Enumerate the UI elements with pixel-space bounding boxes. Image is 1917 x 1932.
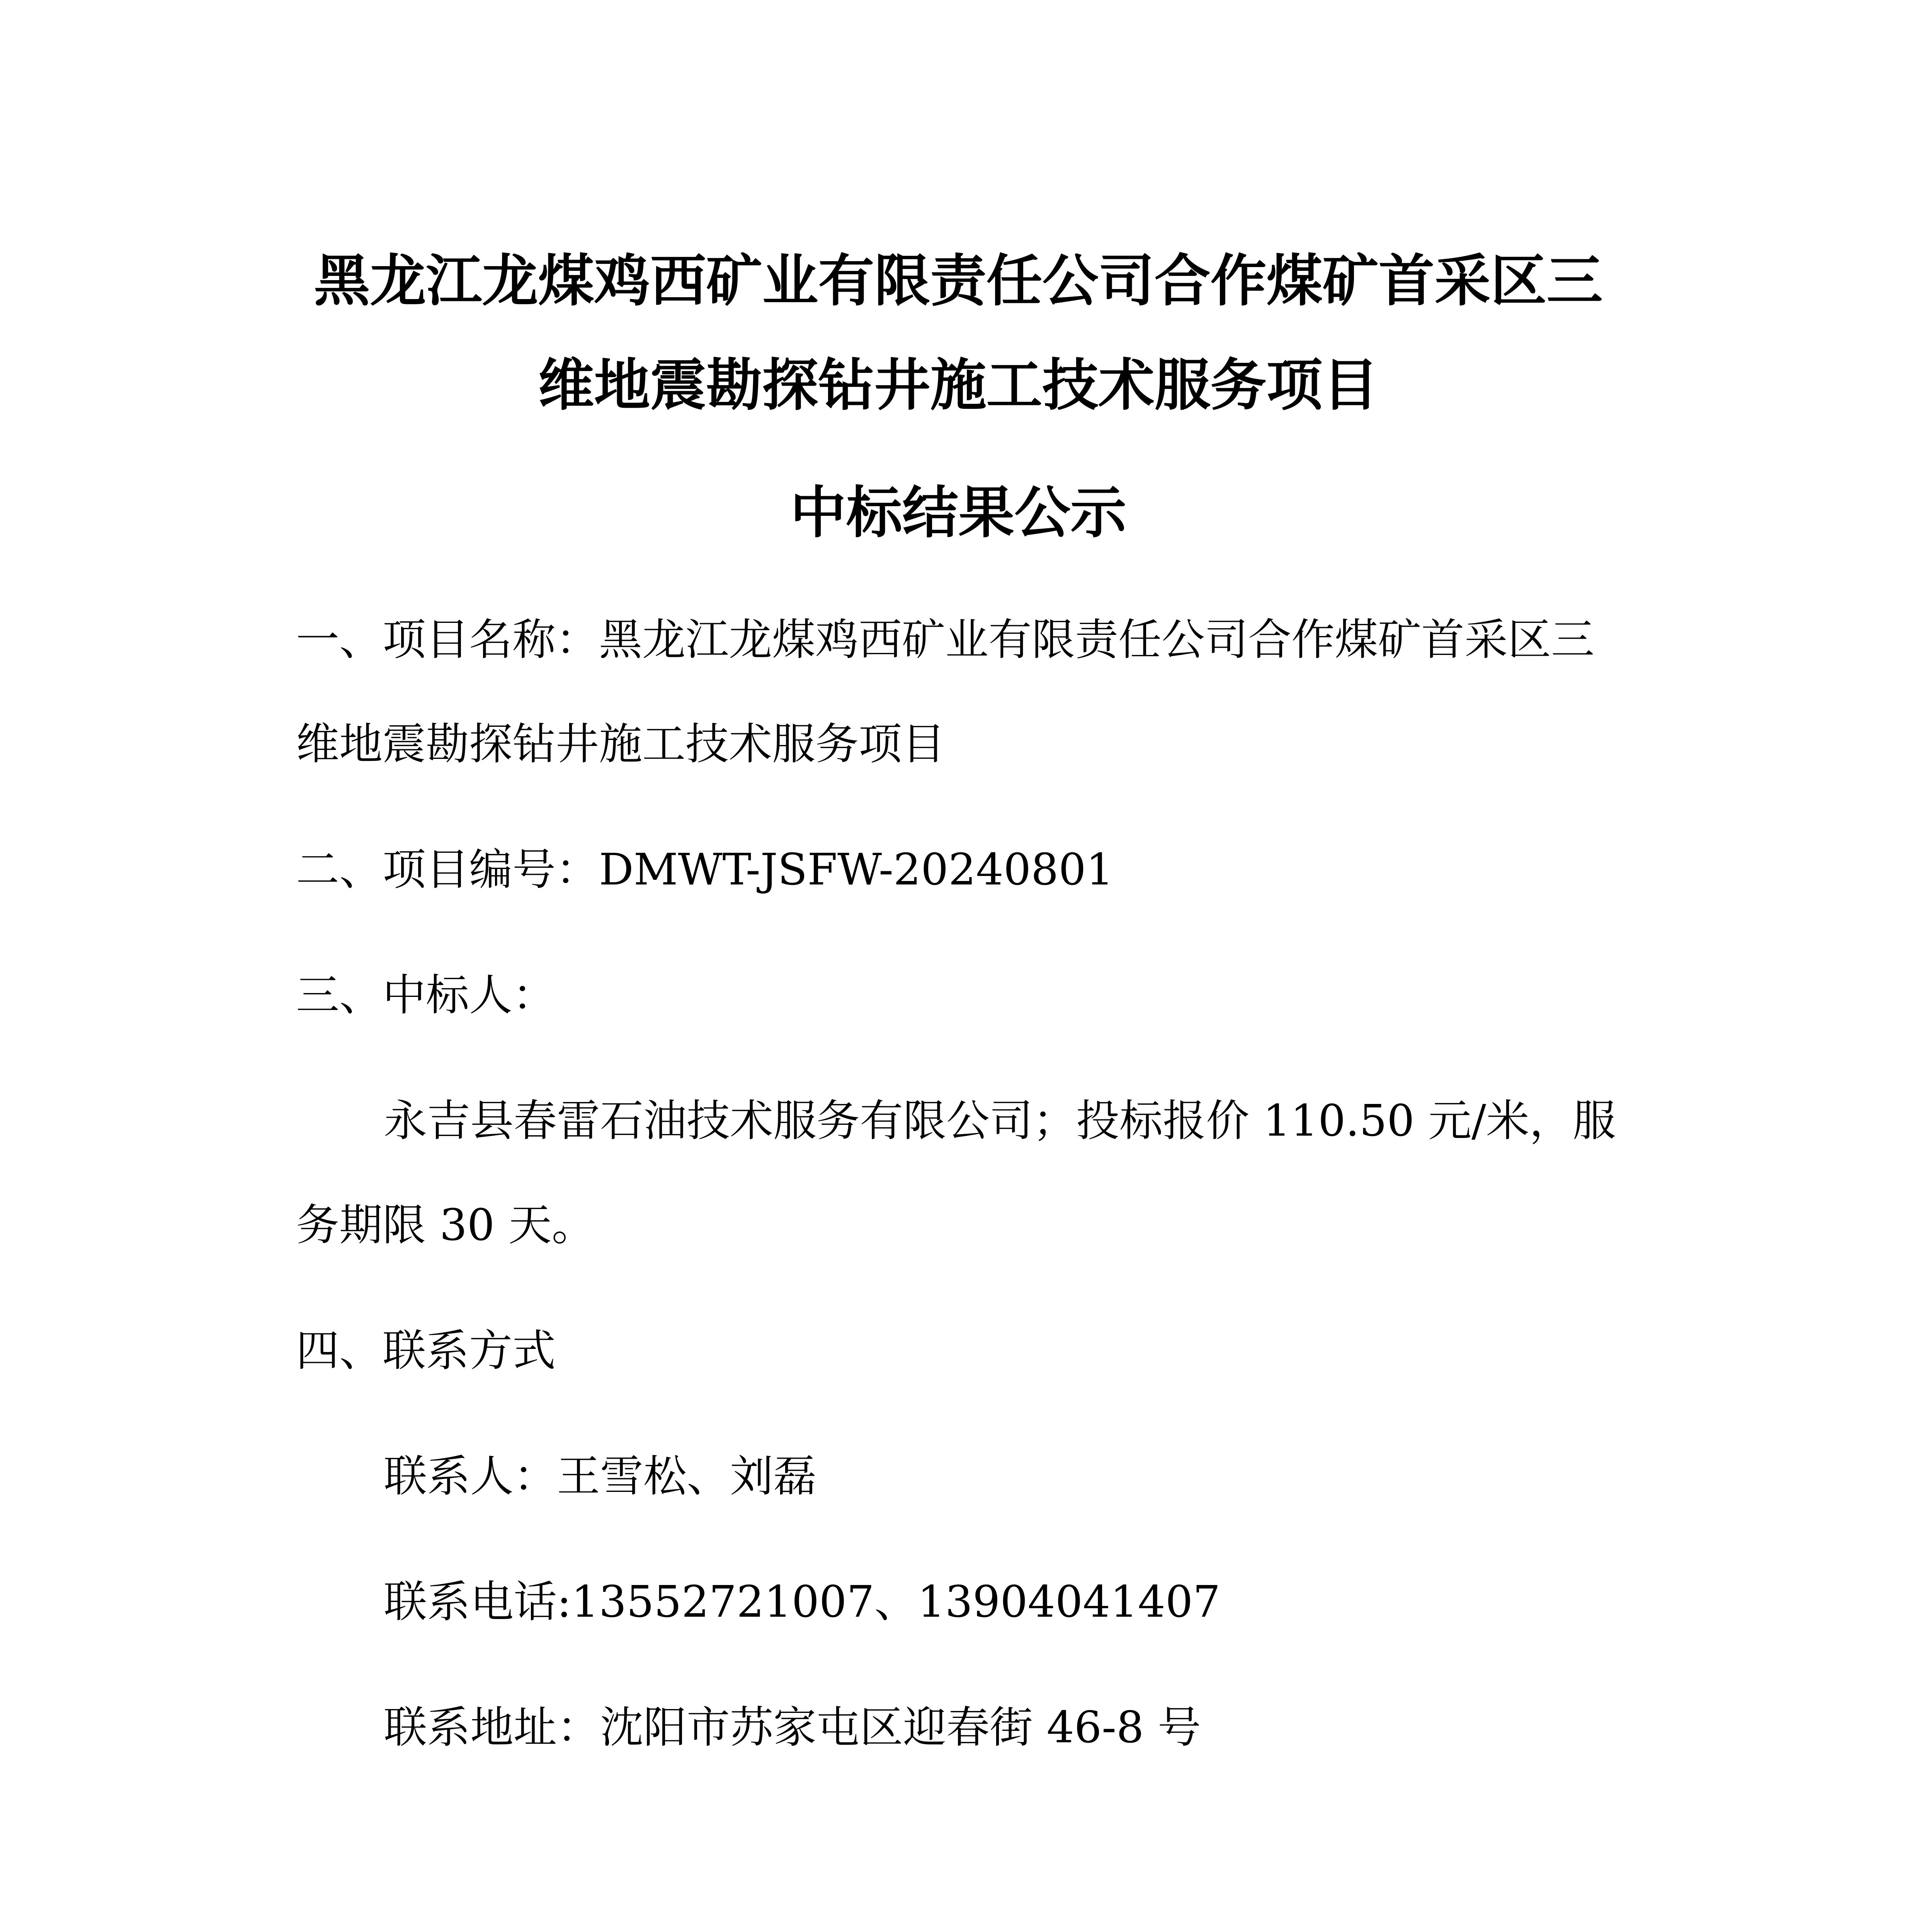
- section-project-name-line-2: 维地震勘探钻井施工技术服务项目: [296, 719, 945, 769]
- title-line-1: 黑龙江龙煤鸡西矿业有限责任公司合作煤矿首采区三: [314, 248, 1603, 314]
- winner-line-2: 务期限 30 天。: [296, 1200, 595, 1250]
- section-project-name-line-1: 一、项目名称：黑龙江龙煤鸡西矿业有限责任公司合作煤矿首采区三: [296, 615, 1594, 665]
- section-project-number: 二、项目编号：DMWT-JSFW-20240801: [296, 845, 1114, 895]
- title-line-2: 维地震勘探钻井施工技术服务项目: [538, 353, 1379, 418]
- contact-person: 联系人：王雪松、刘磊: [384, 1451, 816, 1502]
- subtitle: 中标结果公示: [790, 480, 1126, 546]
- section-winner-heading: 三、中标人：: [296, 970, 556, 1020]
- winner-line-1: 永吉县春雷石油技术服务有限公司；投标报价 110.50 元/米，服: [384, 1096, 1616, 1146]
- contact-phone: 联系电话:13552721007、13904041407: [384, 1577, 1221, 1627]
- section-contact-heading: 四、联系方式: [296, 1326, 556, 1376]
- contact-address: 联系地址：沈阳市苏家屯区迎春街 46-8 号: [384, 1702, 1201, 1753]
